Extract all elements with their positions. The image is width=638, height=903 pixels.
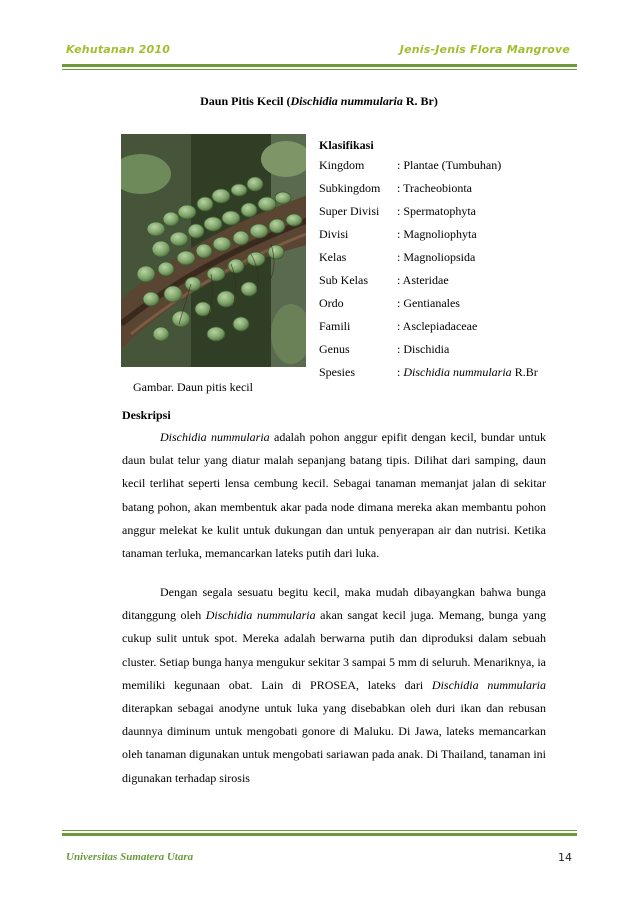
header-rule-thin	[62, 69, 577, 70]
klasifikasi-value: : Magnoliopsida	[397, 250, 476, 264]
klasifikasi-value: : Magnoliophyta	[397, 227, 477, 241]
klasifikasi-row-subkingdom	[319, 178, 579, 201]
plant-photo	[121, 134, 306, 367]
spesies-prefix: :	[397, 365, 404, 379]
klasifikasi-value	[397, 362, 538, 385]
species-name: Dischidia nummularia	[431, 677, 547, 692]
klasifikasi-row-super-divisi	[319, 201, 579, 224]
title-suffix: R. Br)	[402, 94, 438, 108]
klasifikasi-value: : Asclepiadaceae	[397, 319, 478, 333]
header-left-title: Kehutanan 2010	[66, 43, 171, 56]
klasifikasi-value: : Asteridae	[397, 273, 449, 287]
footer-rule-thick	[62, 833, 577, 836]
klasifikasi-row-kelas	[319, 247, 579, 270]
klasifikasi-key: Sub Kelas	[319, 273, 368, 287]
spesies-name: Dischidia nummularia	[403, 365, 512, 379]
klasifikasi-key: Genus	[319, 342, 350, 356]
klasifikasi-key: Kingdom	[319, 158, 365, 172]
klasifikasi-row-ordo	[319, 293, 579, 316]
klasifikasi-row-spesies	[319, 362, 579, 385]
klasifikasi-heading: Klasifikasi	[319, 138, 374, 152]
klasifikasi-row-famili	[319, 316, 579, 339]
klasifikasi-value: : Tracheobionta	[397, 181, 472, 195]
klasifikasi-value: : Gentianales	[397, 296, 460, 310]
klasifikasi-row-kingdom	[319, 155, 579, 178]
klasifikasi-value: : Dischidia	[397, 342, 450, 356]
klasifikasi-row-sub-kelas	[319, 270, 579, 293]
header-rule-thick	[62, 64, 577, 67]
spesies-author: R.Br	[511, 365, 538, 379]
deskripsi-paragraph-2	[122, 581, 546, 790]
header-right-title: Jenis-Jenis Flora Mangrove	[399, 43, 570, 56]
photo-caption: Gambar. Daun pitis kecil	[133, 380, 253, 394]
klasifikasi-key: Divisi	[319, 227, 349, 241]
footer-rule-thin	[62, 830, 577, 831]
page-title	[0, 94, 638, 109]
deskripsi-paragraph-1	[122, 426, 546, 565]
paragraph-text: diterapkan sebagai anodyne untuk luka yang disebabkan oleh duri ikan dan rebusan daunnya diminum untuk mengobati gonore di Maluku. Di Jawa, lateks memancarkan oleh tanaman digunakan untuk mengobati sariawan pada anak. Di Thailand, tanaman ini digunakan terhadap sirosis	[122, 701, 546, 785]
deskripsi-heading: Deskripsi	[122, 408, 171, 422]
klasifikasi-row-genus	[319, 339, 579, 362]
klasifikasi-key: Ordo	[319, 296, 344, 310]
klasifikasi-key: Super Divisi	[319, 204, 380, 218]
klasifikasi-table	[319, 155, 579, 385]
footer-university: Universitas Sumatera Utara	[66, 851, 194, 863]
species-name: Dischidia nummularia	[160, 430, 270, 444]
klasifikasi-key: Famili	[319, 319, 351, 333]
klasifikasi-value: : Plantae (Tumbuhan)	[397, 158, 502, 172]
klasifikasi-key: Spesies	[319, 365, 355, 379]
klasifikasi-value: : Spermatophyta	[397, 204, 476, 218]
paragraph-text: Dengan segala sesuatu begitu kecil, maka mudah dibayangkan bahwa bunga ditanggung oleh	[122, 585, 546, 623]
klasifikasi-key: Subkingdom	[319, 181, 381, 195]
paragraph-text: adalah pohon anggur epifit dengan kecil, bundar untuk daun bulat telur yang diatur malah sepanjang batang tipis. Dilihat dari samping, daun kecil terlihat seperti lensa cembung kecil. Sebagai tanaman memanjat jalan di sekitar batang pohon, akan membentuk akar pada node dimana mereka akan membantu pohon anggur melekat ke kulit untuk dukungan dan untuk penyerapan air dan nutrisi. Ketika tanaman terluka, memancarkan lateks putih dari luka.	[122, 430, 546, 561]
klasifikasi-row-divisi	[319, 224, 579, 247]
title-prefix: Daun Pitis Kecil (	[200, 94, 291, 108]
klasifikasi-key: Kelas	[319, 250, 347, 264]
species-name: Dischidia nummularia	[205, 608, 316, 623]
page-number: 14	[558, 851, 572, 864]
title-species: Dischidia nummularia	[290, 94, 403, 108]
paragraph-text: akan sangat kecil juga. Memang, bunga yang cukup sulit untuk spot. Mereka adalah berwarna putih dan diproduksi dalam sebuah cluster. Setiap bunga hanya mengukur sekitar 3 sampai 5 mm di seluruh. Menariknya, ia memiliki kegunaan obat. Lain di PROSEA, lateks dari	[122, 608, 546, 692]
